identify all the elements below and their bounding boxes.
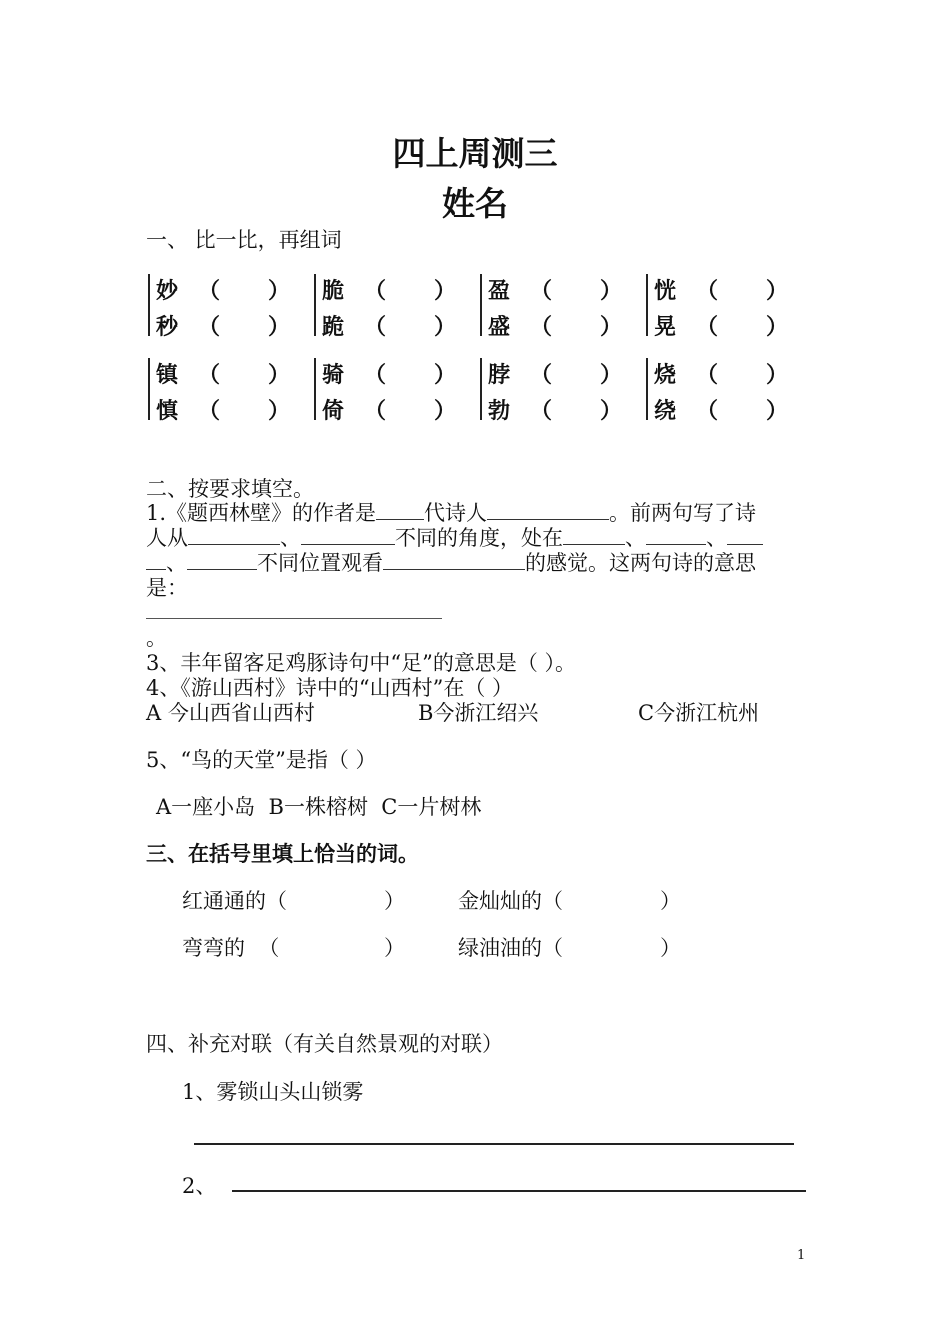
char: 跪 <box>322 315 345 340</box>
fill-item-label: 红通通的（ <box>182 889 287 913</box>
char: 晃 <box>654 315 677 340</box>
paren-open: （ <box>530 315 553 340</box>
fill-item-close: ） <box>660 936 681 960</box>
paren-open: （ <box>198 279 221 304</box>
section3-heading: 三、在括号里填上恰当的词。 <box>146 842 419 866</box>
question-1-line-3 <box>146 547 756 577</box>
paren-close: ） <box>766 279 789 304</box>
fill-item-close: ） <box>660 889 681 913</box>
fill-item <box>182 885 287 915</box>
word-pair <box>146 354 296 424</box>
paren-open: （ <box>198 399 221 424</box>
question-1-line-4: 是： <box>146 576 188 600</box>
paren-open: （ <box>364 315 387 340</box>
char: 骑 <box>322 363 345 388</box>
name-label: 姓名 <box>442 184 508 223</box>
fill-item-close: ） <box>384 936 405 960</box>
fill-item-label: 绿油油的（ <box>458 936 563 960</box>
fill-item-close: ） <box>384 889 405 913</box>
question-4: 4、《游山西村》诗中的“山西村”在（ ） <box>146 676 514 700</box>
word-pair <box>146 270 296 340</box>
answer-blank[interactable] <box>383 551 525 570</box>
bracket-bar <box>148 358 150 420</box>
char: 秒 <box>156 315 179 340</box>
question-4-option-c[interactable]: C今浙江杭州 <box>638 701 760 725</box>
paren-close: ） <box>600 279 623 304</box>
fill-item <box>458 885 563 915</box>
answer-line[interactable] <box>146 618 442 619</box>
answer-blank[interactable] <box>187 551 257 570</box>
char: 恍 <box>654 279 677 304</box>
q1-text: 、 <box>166 551 187 575</box>
couplet-1-answer-line[interactable] <box>194 1143 794 1145</box>
char: 盛 <box>488 315 511 340</box>
fill-item-label: 弯弯的 （ <box>182 936 280 960</box>
section2-heading: 二、按要求填空。 <box>146 477 314 501</box>
paren-open: （ <box>530 363 553 388</box>
char: 勃 <box>488 399 511 424</box>
question-5-options: A一座小岛 B一株榕树 C一片树林 <box>156 795 482 819</box>
bracket-bar <box>646 358 648 420</box>
paren-close: ） <box>268 399 291 424</box>
paren-close: ） <box>268 363 291 388</box>
bracket-bar <box>646 274 648 336</box>
bracket-bar <box>314 274 316 336</box>
fill-item-label: 金灿灿的（ <box>458 889 563 913</box>
paren-close: ） <box>600 315 623 340</box>
paren-close: ） <box>766 363 789 388</box>
word-pair-grid <box>146 270 789 430</box>
answer-blank[interactable] <box>487 501 609 520</box>
section4-heading: 四、补充对联（有关自然景观的对联） <box>146 1032 503 1056</box>
answer-blank[interactable] <box>376 501 424 520</box>
paren-close: ） <box>434 363 457 388</box>
q1-text: 、 <box>625 526 646 550</box>
paren-open: （ <box>530 399 553 424</box>
paren-close: ） <box>268 279 291 304</box>
q1-text: 。前两句写了诗 <box>609 501 757 525</box>
paren-open: （ <box>530 279 553 304</box>
answer-blank[interactable] <box>563 526 625 545</box>
answer-blank[interactable] <box>727 526 763 545</box>
bracket-bar <box>480 274 482 336</box>
question-5: 5、“鸟的天堂”是指（ ） <box>146 748 377 772</box>
paren-close: ） <box>600 363 623 388</box>
answer-blank[interactable] <box>146 551 166 570</box>
paren-open: （ <box>364 279 387 304</box>
q1-text: 、 <box>280 526 301 550</box>
fill-item <box>182 932 279 962</box>
couplet-2-answer-line[interactable] <box>232 1190 806 1192</box>
q1-text: 代诗人 <box>424 501 488 525</box>
bracket-bar <box>148 274 150 336</box>
paren-open: （ <box>364 399 387 424</box>
q1-text: 人从 <box>146 526 188 550</box>
paren-close: ） <box>268 315 291 340</box>
fill-item <box>458 932 563 962</box>
char: 妙 <box>156 279 179 304</box>
word-pair <box>478 354 628 424</box>
char: 镇 <box>156 363 179 388</box>
char: 盈 <box>488 279 511 304</box>
word-pair <box>478 270 628 340</box>
answer-blank[interactable] <box>646 526 706 545</box>
question-1-end: 。 <box>146 626 167 650</box>
paren-close: ） <box>434 279 457 304</box>
paren-close: ） <box>434 315 457 340</box>
paren-close: ） <box>600 399 623 424</box>
char: 脆 <box>322 279 345 304</box>
answer-blank[interactable] <box>301 526 395 545</box>
paren-close: ） <box>766 399 789 424</box>
paren-close: ） <box>434 399 457 424</box>
page-title: 四上周测三 <box>392 134 558 173</box>
paren-open: （ <box>198 315 221 340</box>
answer-blank[interactable] <box>188 526 280 545</box>
question-4-option-a[interactable]: A 今山西省山西村 <box>146 701 315 725</box>
word-pair <box>644 270 794 340</box>
q1-text: 不同位置观看 <box>257 551 383 575</box>
q1-text: 、 <box>706 526 727 550</box>
q1-text: 1.《题西林壁》的作者是 <box>146 501 377 525</box>
paren-open: （ <box>696 363 719 388</box>
paren-open: （ <box>696 315 719 340</box>
bracket-bar <box>314 358 316 420</box>
paren-open: （ <box>696 399 719 424</box>
couplet-2: 2、 <box>182 1174 217 1198</box>
paren-open: （ <box>364 363 387 388</box>
section1-heading: 一、 比一比，再组词 <box>146 228 342 252</box>
couplet-1: 1、雾锁山头山锁雾 <box>182 1080 364 1104</box>
paren-open: （ <box>696 279 719 304</box>
char: 慎 <box>156 399 179 424</box>
word-pair <box>312 270 462 340</box>
bracket-bar <box>480 358 482 420</box>
paren-open: （ <box>198 363 221 388</box>
page-number: 1 <box>797 1248 806 1263</box>
q1-text: 的感觉。这两句诗的意思 <box>525 551 756 575</box>
word-pair <box>644 354 794 424</box>
q1-text: 不同的角度，处在 <box>395 526 563 550</box>
word-pair <box>312 354 462 424</box>
char: 倚 <box>322 399 345 424</box>
char: 烧 <box>654 363 677 388</box>
question-4-option-b[interactable]: B今浙江绍兴 <box>418 701 539 725</box>
paren-close: ） <box>766 315 789 340</box>
question-3: 3、丰年留客足鸡豚诗句中“足”的意思是（ ）。 <box>146 651 577 675</box>
char: 绕 <box>654 399 677 424</box>
char: 脖 <box>488 363 511 388</box>
